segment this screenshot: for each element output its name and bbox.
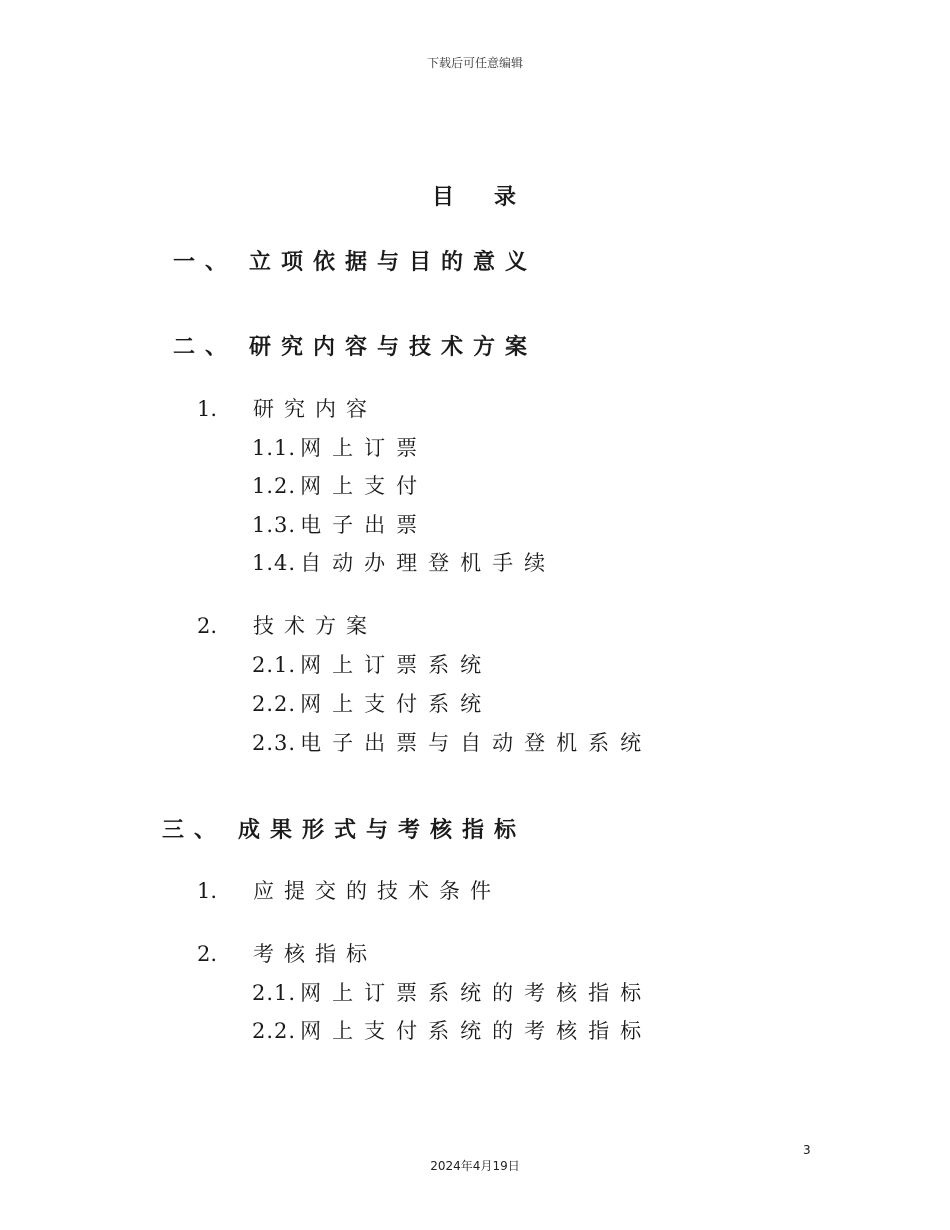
toc-sub-2-3[interactable] [252,727,652,757]
sub-text: 电子出票 [300,513,429,537]
item-number: 2. [197,614,218,638]
toc-sub-3-2-2[interactable] [252,1015,652,1045]
sub-text: 网上支付 [300,474,429,498]
section-text: 研究内容与技术方案 [249,335,538,360]
item-text: 技术方案 [253,614,377,638]
page-number: 3 [803,1143,811,1157]
sub-text: 网上订票系统的考核指标 [300,981,653,1005]
item-number: 2. [197,942,218,966]
sub-number: 2.1. [252,653,297,677]
header-note: 下载后可任意编辑 [426,56,523,70]
toc-sub-1-1[interactable] [252,432,428,462]
sub-number: 2.2. [252,692,297,716]
sub-text: 网上订票 [300,436,429,460]
sub-number: 1.1. [252,436,297,460]
sub-number: 1.2. [252,474,297,498]
footer-date: 2024年4月19日 [430,1159,520,1173]
sub-text: 电子出票与自动登机系统 [300,731,653,755]
item-text: 研究内容 [253,397,377,421]
item-text: 应提交的技术条件 [253,879,501,903]
toc-sub-1-3[interactable] [252,509,428,539]
toc-section-1[interactable] [173,245,537,276]
toc-item-2-2[interactable] [197,610,377,640]
sub-text: 网上支付系统 [300,692,493,716]
toc-sub-1-4[interactable] [252,547,556,577]
sub-text: 自动办理登机手续 [300,551,557,575]
toc-sub-2-1[interactable] [252,649,492,679]
item-number: 1. [197,879,218,903]
toc-sub-2-2[interactable] [252,688,492,718]
section-number: 二、 [173,335,238,360]
toc-section-3[interactable] [162,813,526,844]
section-text: 成果形式与考核指标 [238,818,527,843]
toc-title: 目录 [432,185,557,210]
toc-item-3-1[interactable] [197,875,501,905]
sub-number: 2.2. [252,1019,297,1043]
toc-sub-1-2[interactable] [252,470,428,500]
sub-number: 2.3. [252,731,297,755]
section-number: 三、 [162,818,227,843]
sub-text: 网上支付系统的考核指标 [300,1019,653,1043]
item-text: 考核指标 [253,942,377,966]
sub-number: 1.4. [252,551,297,575]
section-text: 立项依据与目的意义 [249,250,538,275]
toc-item-2-1[interactable] [197,393,377,423]
toc-item-3-2[interactable] [197,938,377,968]
sub-number: 1.3. [252,513,297,537]
toc-sub-3-2-1[interactable] [252,977,652,1007]
toc-section-2[interactable] [173,330,537,361]
item-number: 1. [197,397,218,421]
sub-text: 网上订票系统 [300,653,493,677]
section-number: 一、 [173,250,238,275]
sub-number: 2.1. [252,981,297,1005]
